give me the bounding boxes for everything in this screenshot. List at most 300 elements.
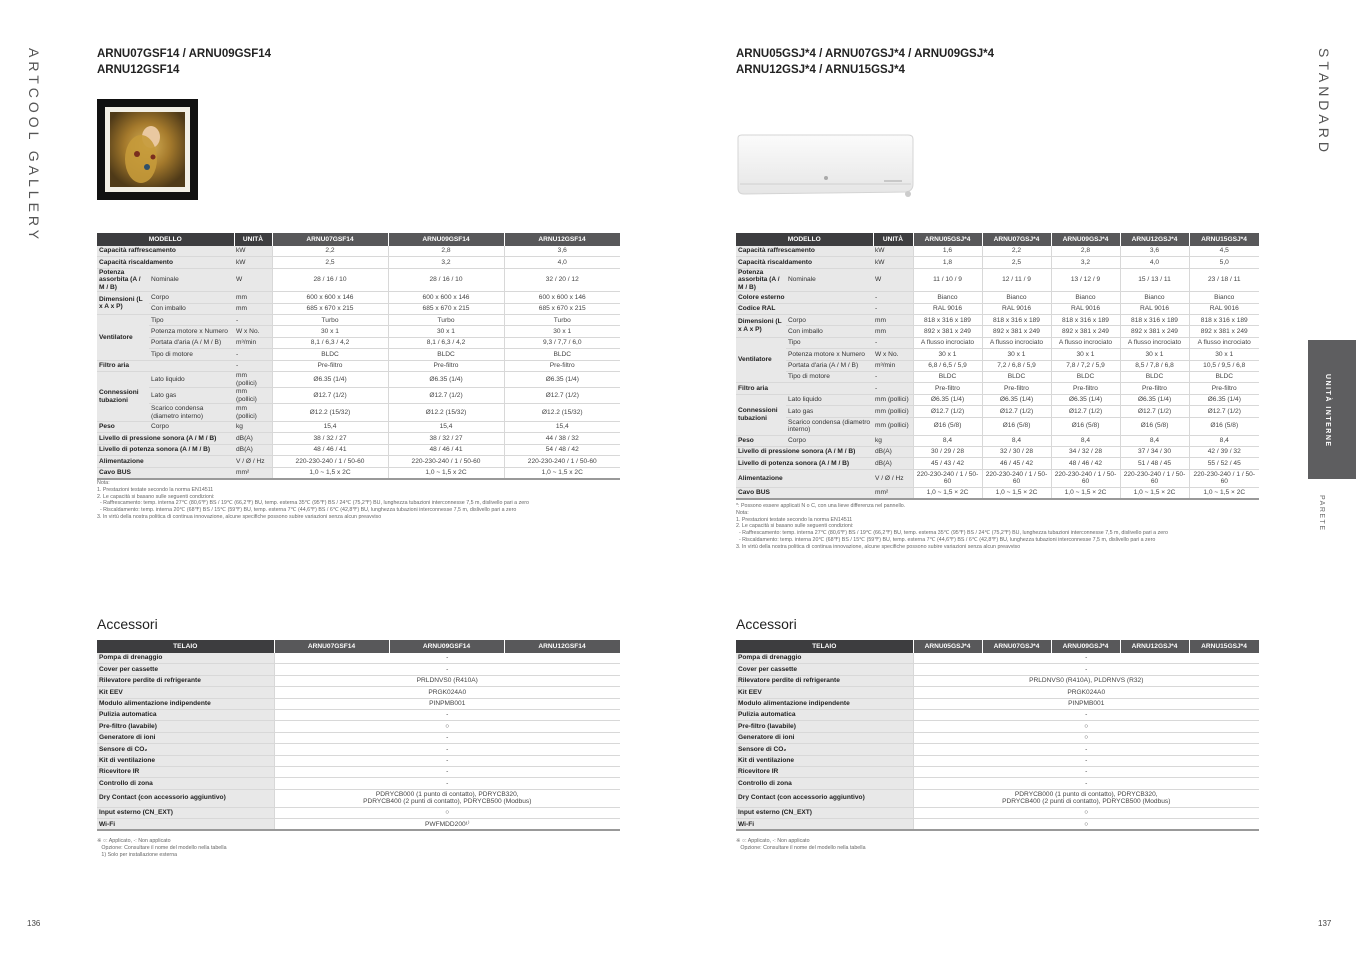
spec-value: 220-230-240 / 1 / 50-60: [1051, 469, 1120, 487]
spec-value: 600 x 600 x 146: [504, 292, 620, 303]
spec-value: 8,1 / 6,3 / 4,2: [272, 337, 388, 348]
spec-value: 15,4: [504, 422, 620, 433]
acc-row: [97, 819, 620, 831]
spec-group-label: Dimensioni (L x A x P): [97, 292, 149, 315]
spec-value: 1,8: [913, 257, 982, 268]
spec-value: 8,4: [1051, 435, 1120, 446]
spec-unit: dB(A): [234, 433, 272, 444]
spec-value: 600 x 600 x 146: [388, 292, 504, 303]
spec-value: 220-230-240 / 1 / 50-60: [504, 456, 620, 467]
spec-group-label: Potenza assorbita (A / M / B): [97, 268, 149, 292]
spec-group-label: Filtro aria: [736, 383, 873, 394]
spec-group-label: Livello di potenza sonora (A / M / B): [736, 458, 873, 469]
acc-row: [736, 778, 1259, 789]
acc-name: Kit di ventilazione: [736, 755, 913, 766]
spec-value: 34 / 32 / 28: [1051, 446, 1120, 457]
spec-value: 30 x 1: [1189, 349, 1259, 360]
spec-unit: m³/min: [873, 360, 913, 371]
acc-value: PINPMB001: [913, 698, 1259, 709]
acc-value: PDRYCB000 (1 punto di contatto), PDRYCB320, PDRYCB400 (2 punti di contatto), PDRYCB500 (Modbus): [274, 789, 620, 807]
spec-unit: W: [234, 268, 272, 292]
col-model: ARNU05GSJ*4: [913, 233, 982, 246]
acc-row: [97, 709, 620, 720]
spec-value: 51 / 48 / 45: [1120, 458, 1189, 469]
acc-name: Sensore di CO₂: [97, 744, 274, 755]
spec-row: [736, 337, 1259, 348]
spec-value: 220-230-240 / 1 / 50-60: [913, 469, 982, 487]
spec-value: 4,5: [1189, 246, 1259, 257]
note-line: 2. Le capacità si basano sulle seguenti condizioni:: [97, 493, 215, 500]
col-model: ARNU15GSJ*4: [1189, 640, 1259, 653]
acc-name: Wi-Fi: [736, 819, 913, 831]
title-line-2: ARNU12GSJ*4 / ARNU15GSJ*4: [736, 64, 905, 76]
spec-unit: -: [234, 349, 272, 360]
spec-sub-label: Scarico condensa (diametro interno): [786, 417, 873, 435]
col-model: ARNU12GSF14: [504, 233, 620, 246]
spec-unit: -: [234, 315, 272, 326]
spec-unit: dB(A): [873, 446, 913, 457]
acc-name: Cover per cassette: [97, 664, 274, 675]
spec-group-label: Capacità raffrescamento: [736, 246, 873, 257]
notes-right: [736, 503, 1168, 551]
note-line: 1. Prestazioni testate secondo la norma EN14511: [736, 516, 853, 523]
spec-row: [97, 303, 620, 314]
spec-value: BLDC: [272, 349, 388, 360]
spec-value: Pre-filtro: [1120, 383, 1189, 394]
spec-value: 28 / 16 / 10: [388, 268, 504, 292]
spec-sub-label: Con imballo: [786, 326, 873, 337]
spec-value: 892 x 381 x 249: [1189, 326, 1259, 337]
spec-sub-label: Tipo: [786, 337, 873, 348]
spec-group-label: Colore esterno: [736, 292, 873, 303]
spec-group-label: Peso: [736, 435, 786, 446]
note-line: ※ ○: Applicato, -: Non applicato: [97, 838, 171, 844]
spec-sub-label: Potenza motore x Numero: [149, 326, 234, 337]
spec-value: BLDC: [388, 349, 504, 360]
accessories-title-right: Accessori: [736, 616, 797, 632]
spec-value: 220-230-240 / 1 / 50-60: [1120, 469, 1189, 487]
spec-value: 220-230-240 / 1 / 50-60: [982, 469, 1051, 487]
spec-row: [97, 360, 620, 371]
spec-row: [736, 469, 1259, 487]
spec-value: 30 x 1: [388, 326, 504, 337]
spec-row: [736, 372, 1259, 383]
spec-value: Bianco: [1051, 292, 1120, 303]
spec-unit: kg: [873, 435, 913, 446]
spec-value: Bianco: [1120, 292, 1189, 303]
acc-name: Pompa di drenaggio: [736, 653, 913, 664]
spec-group-label: Alimentazione: [97, 456, 234, 467]
note-line: - Riscaldamento: temp. interna 20℃ (68℉) BS / 15℃ (59℉) BU, temp. esterna 7℃ (44,6℉) BS / 6℃ (42,8℉) BU, lunghezza tubazioni interconnesse 7,5 m, dislivello pari a zero: [736, 536, 1156, 543]
spec-value: 32 / 20 / 12: [504, 268, 620, 292]
acc-value: ○: [913, 819, 1259, 831]
spec-row: [97, 388, 620, 404]
spec-value: 892 x 381 x 249: [982, 326, 1051, 337]
spec-group-label: Livello di pressione sonora (A / M / B): [97, 433, 234, 444]
acc-value: ○: [913, 721, 1259, 732]
spec-value: 892 x 381 x 249: [1120, 326, 1189, 337]
spec-sub-label: Scarico condensa (diametro interno): [149, 404, 234, 422]
acc-row: [97, 789, 620, 807]
acc-value: PRLDNVS0 (R410A): [274, 675, 620, 686]
spec-value: Ø16 (5/8): [913, 417, 982, 435]
acc-name: Modulo alimentazione indipendente: [736, 698, 913, 709]
page-number-right: 137: [1318, 919, 1332, 928]
spec-value: Ø16 (5/8): [982, 417, 1051, 435]
acc-header-row: [736, 640, 1259, 653]
spec-sub-label: Potenza motore x Numero: [786, 349, 873, 360]
acc-row: [97, 698, 620, 709]
spec-value: 15 / 13 / 11: [1120, 268, 1189, 292]
spec-value: Pre-filtro: [1189, 383, 1259, 394]
spec-row: [736, 383, 1259, 394]
spec-value: 1,0 ~ 1,5 x 2C: [272, 467, 388, 479]
spec-value: Ø12.7 (1/2): [913, 406, 982, 417]
spec-value: Ø12.7 (1/2): [272, 388, 388, 404]
spec-value: 3,2: [1051, 257, 1120, 268]
spec-unit: -: [873, 383, 913, 394]
spec-value: Pre-filtro: [272, 360, 388, 371]
acc-row: [97, 755, 620, 766]
spec-unit: kg: [234, 422, 272, 433]
note-line: Opzione: Consultare il nome del modello nella tabella: [736, 844, 866, 851]
acc-row: [97, 664, 620, 675]
acc-row: [97, 687, 620, 698]
spec-value: Ø16 (5/8): [1051, 417, 1120, 435]
spec-value: 37 / 34 / 30: [1120, 446, 1189, 457]
col-model: ARNU12GSF14: [504, 640, 620, 653]
acc-name: Sensore di CO₂: [736, 744, 913, 755]
spec-value: 48 / 46 / 41: [388, 444, 504, 455]
acc-name: Dry Contact (con accessorio aggiuntivo): [97, 789, 274, 807]
spec-value: Pre-filtro: [504, 360, 620, 371]
spec-value: A flusso incrociato: [1120, 337, 1189, 348]
spec-value: 2,2: [982, 246, 1051, 257]
acc-value: PRGK024A0: [274, 687, 620, 698]
spec-value: 4,0: [504, 257, 620, 268]
spec-value: Turbo: [504, 315, 620, 326]
spec-value: Pre-filtro: [1051, 383, 1120, 394]
spec-value: 7,2 / 6,8 / 5,9: [982, 360, 1051, 371]
spec-group-label: Ventilatore: [736, 337, 786, 383]
acc-value: -: [913, 709, 1259, 720]
spec-row: [97, 433, 620, 444]
acc-row: [736, 653, 1259, 664]
spec-value: 8,4: [982, 435, 1051, 446]
spec-value: 30 / 29 / 28: [913, 446, 982, 457]
spec-value: 1,0 ~ 1,5 × 2C: [1120, 487, 1189, 499]
spec-row: [97, 404, 620, 422]
accessories-table-right: [736, 640, 1260, 831]
spec-unit: mm (pollici): [234, 404, 272, 422]
acc-row: [736, 709, 1259, 720]
acc-notes-left: [97, 838, 227, 858]
acc-name: Pre-filtro (lavabile): [97, 721, 274, 732]
spec-row: [736, 303, 1259, 314]
acc-name: Modulo alimentazione indipendente: [97, 698, 274, 709]
spec-header-row: [97, 233, 620, 246]
spec-value: BLDC: [982, 372, 1051, 383]
spec-unit: -: [873, 292, 913, 303]
col-model: ARNU09GSJ*4: [1051, 640, 1120, 653]
acc-name: Pompa di drenaggio: [97, 653, 274, 664]
spec-header-row: [736, 233, 1259, 246]
spec-value: Ø12.7 (1/2): [1189, 406, 1259, 417]
notes-left: [97, 480, 529, 521]
spec-value: Ø6.35 (1/4): [388, 372, 504, 388]
spec-sub-label: Corpo: [149, 422, 234, 433]
spec-group-label: Livello di potenza sonora (A / M / B): [97, 444, 234, 455]
col-telaio: TELAIO: [736, 640, 913, 653]
acc-row: [736, 721, 1259, 732]
spec-value: 15,4: [388, 422, 504, 433]
note-line: 1. Prestazioni testate secondo la norma EN14511: [97, 486, 214, 493]
spec-group-label: Potenza assorbita (A / M / B): [736, 268, 786, 292]
acc-name: Rilevatore perdite di refrigerante: [97, 675, 274, 686]
acc-name: Dry Contact (con accessorio aggiuntivo): [736, 789, 913, 807]
spec-row: [736, 446, 1259, 457]
spec-group-label: Connessioni tubazioni: [736, 394, 786, 435]
side-label-right: STANDARD: [1316, 48, 1332, 156]
title-line-1: ARNU07GSF14 / ARNU09GSF14: [97, 48, 272, 60]
spec-row: [97, 456, 620, 467]
note-line: Nota:: [97, 480, 110, 486]
acc-name: Pulizia automatica: [736, 709, 913, 720]
spec-value: 48 / 46 / 42: [1051, 458, 1120, 469]
spec-group-label: Peso: [97, 422, 149, 433]
acc-name: Kit di ventilazione: [97, 755, 274, 766]
spec-value: 220-230-240 / 1 / 50-60: [1189, 469, 1259, 487]
spec-value: BLDC: [1120, 372, 1189, 383]
spec-group-label: Cavo BUS: [97, 467, 234, 479]
spec-sub-label: Con imballo: [149, 303, 234, 314]
col-model: ARNU07GSJ*4: [982, 640, 1051, 653]
title-line-1: ARNU05GSJ*4 / ARNU07GSJ*4 / ARNU09GSJ*4: [736, 48, 994, 60]
spec-row: [736, 406, 1259, 417]
col-model: ARNU09GSJ*4: [1051, 233, 1120, 246]
spec-value: 1,0 ~ 1,5 × 2C: [1189, 487, 1259, 499]
acc-value: ○: [274, 721, 620, 732]
spec-value: Ø16 (5/8): [1120, 417, 1189, 435]
spec-value: Ø6.35 (1/4): [1120, 394, 1189, 405]
spec-value: A flusso incrociato: [913, 337, 982, 348]
sub-section-label: PARETE: [1318, 495, 1325, 532]
spec-value: Ø16 (5/8): [1189, 417, 1259, 435]
spec-row: [736, 349, 1259, 360]
product-image-wall-unit: [736, 134, 916, 200]
acc-name: Rilevatore perdite di refrigerante: [736, 675, 913, 686]
acc-value: PINPMB001: [274, 698, 620, 709]
spec-row: [97, 349, 620, 360]
acc-row: [736, 698, 1259, 709]
spec-value: 3,6: [1120, 246, 1189, 257]
spec-unit: mm²: [234, 467, 272, 479]
acc-value: PRLDNVS0 (R410A), PLDRNVS (R32): [913, 675, 1259, 686]
col-modello: MODELLO: [97, 233, 234, 246]
note-line: Nota:: [736, 509, 749, 516]
spec-row: [97, 268, 620, 292]
acc-name: Kit EEV: [736, 687, 913, 698]
tab-label: UNITÀ INTERNE: [1324, 374, 1331, 448]
spec-row: [736, 417, 1259, 435]
spec-value: Bianco: [982, 292, 1051, 303]
spec-value: 10,5 / 9,5 / 6,8: [1189, 360, 1259, 371]
wall-unit-icon: [736, 134, 916, 200]
spec-unit: -: [873, 303, 913, 314]
spec-value: 2,5: [272, 257, 388, 268]
spec-value: RAL 9016: [1189, 303, 1259, 314]
section-tab: [1308, 340, 1356, 479]
spec-value: 818 x 316 x 189: [913, 315, 982, 326]
spec-row: [97, 292, 620, 303]
spec-row: [97, 337, 620, 348]
spec-value: 685 x 670 x 215: [388, 303, 504, 314]
spec-group-label: Dimensioni (L x A x P): [736, 315, 786, 338]
acc-row: [97, 766, 620, 777]
spec-value: 1,6: [913, 246, 982, 257]
spec-value: Ø6.35 (1/4): [1189, 394, 1259, 405]
spec-sub-label: Tipo: [149, 315, 234, 326]
acc-value: PDRYCB000 (1 punto di contatto), PDRYCB320, PDRYCB400 (2 punti di contatto), PDRYCB500 (Modbus): [913, 789, 1259, 807]
spec-sub-label: Corpo: [149, 292, 234, 303]
accessories-table-left: [97, 640, 621, 831]
spec-unit: -: [873, 337, 913, 348]
spec-value: 55 / 52 / 45: [1189, 458, 1259, 469]
spec-row: [736, 246, 1259, 257]
acc-row: [736, 766, 1259, 777]
spec-value: 2,8: [1051, 246, 1120, 257]
spec-unit: mm (pollici): [873, 406, 913, 417]
spec-value: 42 / 39 / 32: [1189, 446, 1259, 457]
spec-value: Ø12.7 (1/2): [1051, 406, 1120, 417]
spec-value: 8,4: [1120, 435, 1189, 446]
spec-value: A flusso incrociato: [982, 337, 1051, 348]
acc-row: [97, 732, 620, 743]
acc-row: [97, 807, 620, 818]
acc-row: [736, 687, 1259, 698]
spec-value: Turbo: [388, 315, 504, 326]
spec-value: 38 / 32 / 27: [388, 433, 504, 444]
acc-value: -: [274, 744, 620, 755]
page-title-right: [736, 46, 994, 78]
spec-group-label: Capacità raffrescamento: [97, 246, 234, 257]
spec-unit: kW: [234, 246, 272, 257]
title-line-2: ARNU12GSF14: [97, 64, 180, 76]
spec-row: [736, 458, 1259, 469]
spec-value: Bianco: [1189, 292, 1259, 303]
acc-value: -: [913, 778, 1259, 789]
product-image-artcool: [97, 99, 198, 200]
spec-value: 2,2: [272, 246, 388, 257]
spec-value: 8,5 / 7,8 / 6,8: [1120, 360, 1189, 371]
spec-value: 54 / 48 / 42: [504, 444, 620, 455]
spec-row: [736, 315, 1259, 326]
col-model: ARNU15GSJ*4: [1189, 233, 1259, 246]
spec-value: 30 x 1: [504, 326, 620, 337]
spec-value: 7,8 / 7,2 / 5,9: [1051, 360, 1120, 371]
spec-value: RAL 9016: [913, 303, 982, 314]
spec-row: [736, 326, 1259, 337]
page-title-left: [97, 46, 271, 78]
spec-value: 30 x 1: [1051, 349, 1120, 360]
spec-value: 818 x 316 x 189: [1051, 315, 1120, 326]
acc-row: [97, 778, 620, 789]
acc-value: -: [274, 766, 620, 777]
acc-row: [97, 675, 620, 686]
spec-unit: W: [873, 268, 913, 292]
spec-value: BLDC: [1189, 372, 1259, 383]
spec-value: Pre-filtro: [913, 383, 982, 394]
spec-sub-label: Nominale: [786, 268, 873, 292]
col-model: ARNU07GSF14: [274, 640, 389, 653]
spec-row: [97, 444, 620, 455]
acc-notes-right: [736, 838, 866, 852]
spec-value: 818 x 316 x 189: [982, 315, 1051, 326]
spec-value: Ø6.35 (1/4): [1051, 394, 1120, 405]
spec-value: RAL 9016: [1120, 303, 1189, 314]
col-modello: MODELLO: [736, 233, 873, 246]
note-line: 3. In virtù della nostra politica di continua innovazione, alcune specifiche possono subire variazioni senza alcun preavviso: [736, 543, 1021, 550]
spec-value: Turbo: [272, 315, 388, 326]
spec-value: 220-230-240 / 1 / 50-60: [388, 456, 504, 467]
spec-group-label: Alimentazione: [736, 469, 873, 487]
acc-row: [736, 789, 1259, 807]
spec-value: 44 / 38 / 32: [504, 433, 620, 444]
spec-group-label: Capacità riscaldamento: [97, 257, 234, 268]
spec-value: 46 / 45 / 42: [982, 458, 1051, 469]
spec-unit: W x No.: [873, 349, 913, 360]
note-line: 3. In virtù della nostra politica di continua innovazione, alcune specifiche possono subire variazioni senza alcun preavviso: [97, 513, 382, 520]
spec-value: 6,8 / 6,5 / 5,9: [913, 360, 982, 371]
spec-sub-label: Lato liquido: [149, 372, 234, 388]
acc-name: Ricevitore IR: [97, 766, 274, 777]
spec-unit: mm: [234, 303, 272, 314]
spec-value: Ø12.7 (1/2): [1120, 406, 1189, 417]
spec-sub-label: Nominale: [149, 268, 234, 292]
spec-row: [736, 360, 1259, 371]
spec-value: Pre-filtro: [388, 360, 504, 371]
spec-value: RAL 9016: [1051, 303, 1120, 314]
spec-group-label: Connessioni tubazioni: [97, 372, 149, 422]
col-unita: UNITÀ: [873, 233, 913, 246]
note-line: 2. Le capacità si basano sulle seguenti condizioni:: [736, 523, 854, 530]
spec-value: A flusso incrociato: [1189, 337, 1259, 348]
acc-name: Kit EEV: [97, 687, 274, 698]
spec-value: Ø12.7 (1/2): [982, 406, 1051, 417]
spec-value: 8,4: [1189, 435, 1259, 446]
col-model: ARNU12GSJ*4: [1120, 640, 1189, 653]
page-number-left: 136: [27, 919, 41, 928]
acc-value: ○: [274, 807, 620, 818]
col-model: ARNU07GSF14: [272, 233, 388, 246]
spec-value: Ø6.35 (1/4): [982, 394, 1051, 405]
spec-group-label: Filtro aria: [97, 360, 234, 371]
acc-value: -: [274, 664, 620, 675]
spec-sub-label: Lato gas: [786, 406, 873, 417]
spec-sub-label: Corpo: [786, 435, 873, 446]
spec-value: 5,0: [1189, 257, 1259, 268]
spec-value: 13 / 12 / 9: [1051, 268, 1120, 292]
spec-unit: V / Ø / Hz: [873, 469, 913, 487]
spec-value: 892 x 381 x 249: [1051, 326, 1120, 337]
spec-value: A flusso incrociato: [1051, 337, 1120, 348]
painting-icon: [97, 99, 198, 200]
spec-unit: dB(A): [234, 444, 272, 455]
note-line: 1) Solo per installazione esterna: [97, 851, 178, 858]
acc-value: -: [274, 755, 620, 766]
col-model: ARNU09GSF14: [388, 233, 504, 246]
acc-header-row: [97, 640, 620, 653]
